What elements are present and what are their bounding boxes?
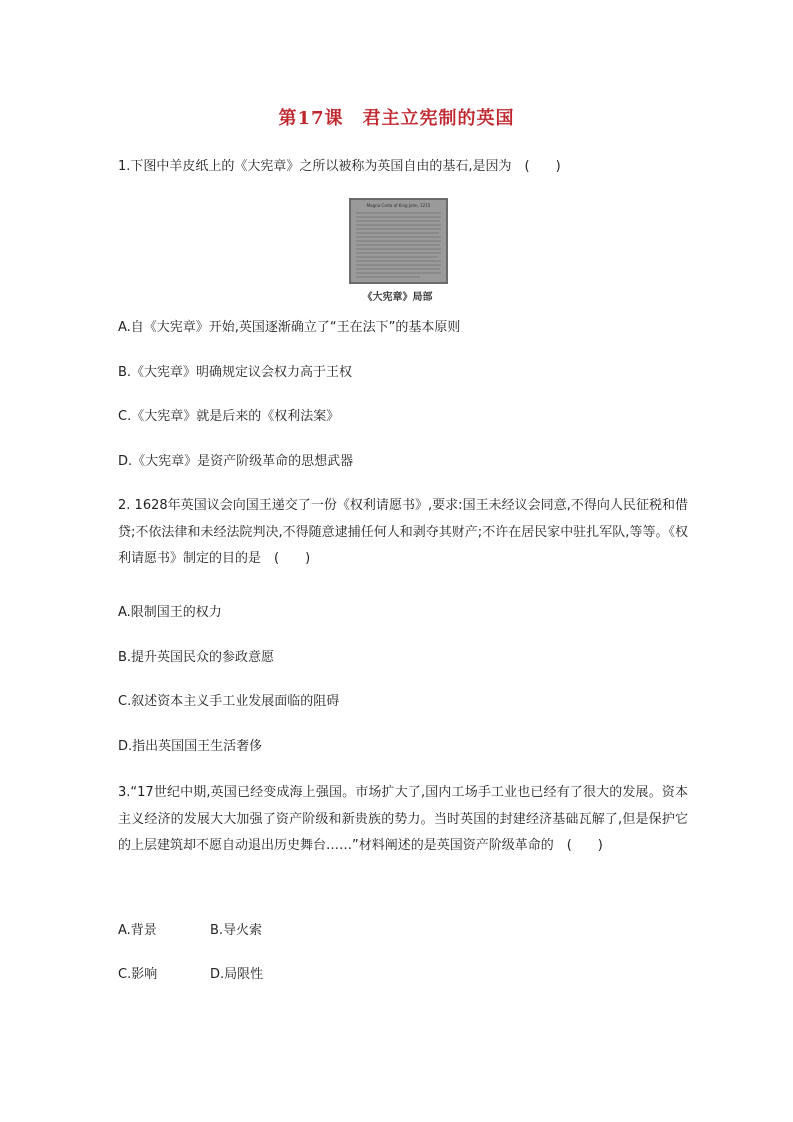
q1-option-c: C.《大宪章》就是后来的《权利法案》	[118, 409, 340, 424]
question-2-stem: 2. 1628年英国议会向国王递交了一份《权利请愿书》,要求:国王未经议会同意,不得向人民征税和借贷;不依法律和未经法院判决,不得随意逮捕任何人和剥夺其财产;不许在居民家中驻扎军队,等等。《权利请愿书》制定的目的是 ( )	[118, 498, 688, 566]
lesson-title: 第17课 君主立宪制的英国	[278, 108, 515, 129]
q3-options-row-2	[118, 965, 263, 985]
q1-option-d: D.《大宪章》是资产阶级革命的思想武器	[118, 454, 354, 469]
question-1-stem: 1.下图中羊皮纸上的《大宪章》之所以被称为英国自由的基石,是因为 ( )	[118, 159, 561, 174]
q2-option-a: A.限制国王的权力	[118, 605, 222, 620]
q3-option-a: A.背景	[118, 923, 157, 938]
q2-option-d: D.指出英国国王生活奢侈	[118, 739, 263, 754]
q3-option-c: C.影响	[118, 967, 158, 982]
q3-option-b: B.导火索	[210, 923, 263, 938]
q2-option-c: C.叙述资本主义手工业发展面临的阻碍	[118, 694, 340, 709]
q1-option-a: A.自《大宪章》开始,英国逐渐确立了“王在法下”的基本原则	[118, 320, 461, 335]
image-heading: Magna Carta of King John, 1215	[366, 203, 431, 208]
q2-option-b: B.提升英国民众的参政意愿	[118, 650, 275, 665]
q3-option-d: D.局限性	[210, 967, 264, 982]
magna-carta-image	[349, 198, 448, 284]
q3-options-row-1	[118, 921, 262, 941]
parchment-texture	[350, 199, 447, 283]
question-3-stem: 3.“17世纪中期,英国已经变成海上强国。市场扩大了,国内工场手工业也已经有了很大的发展。资本主义经济的发展大大加强了资产阶级和新贵族的势力。当时英国的封建经济基础瓦解了,但是保护它的上层建筑却不愿自动退出历史舞台……”材料阐述的是英国资产阶级革命的 ( )	[118, 785, 688, 853]
q1-option-b: B.《大宪章》明确规定议会权力高于王权	[118, 365, 353, 380]
image-caption: 《大宪章》局部	[362, 292, 433, 303]
